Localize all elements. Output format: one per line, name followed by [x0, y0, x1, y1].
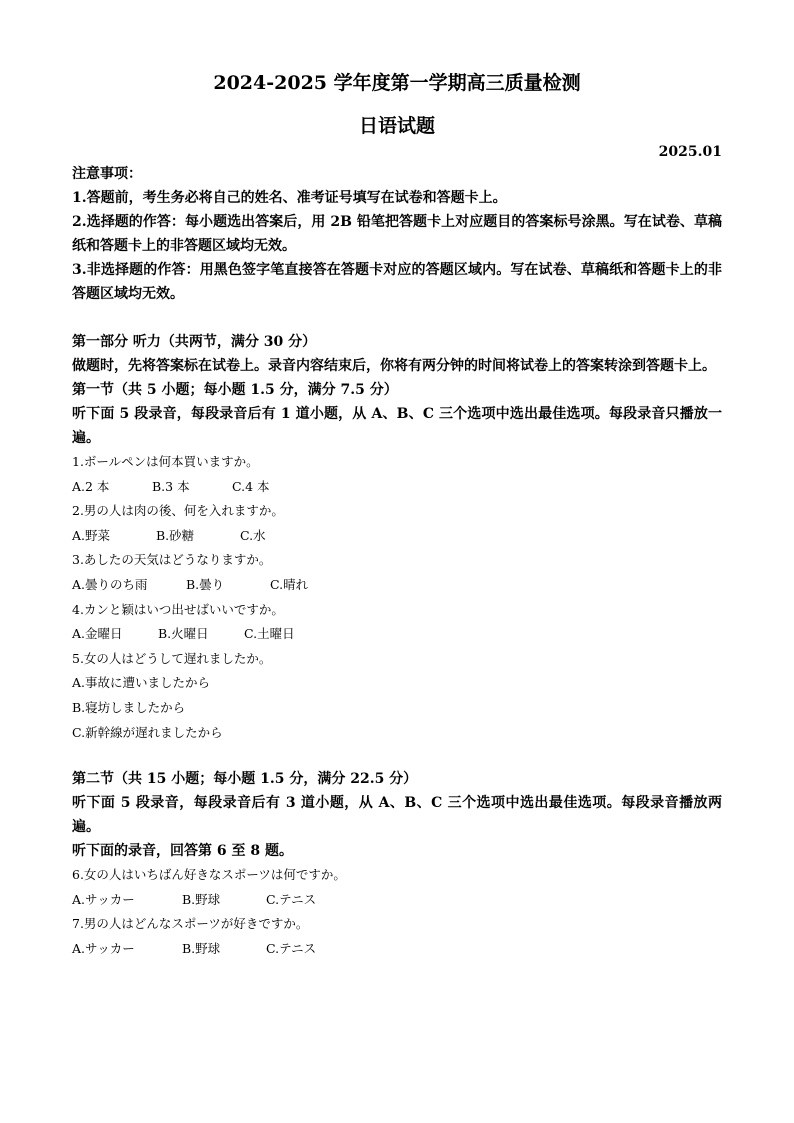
question-5: 5.女の人はどうして遅れましたか。 [72, 650, 272, 666]
option-b: B.曇り [186, 576, 225, 592]
part1-heading: 第一部分 听力（共两节，满分 30 分） [72, 334, 317, 350]
notice-item-1: 1.答题前，考生务必将自己的姓名、准考证号填写在试卷和答题卡上。 [72, 190, 507, 206]
question-4: 4.カンと颖はいつ出せばいいですか。 [72, 601, 284, 617]
section2-instruction: 听下面 5 段录音，每段录音后有 3 道小题，从 A、B、C 三个选项中选出最佳选项。每段录音播放两遍。 [72, 795, 722, 836]
question-5-option-b: B.寝坊しましたから [72, 699, 186, 715]
question-3: 3.あしたの天気はどうなりますか。 [72, 552, 272, 568]
option-b: B.野球 [182, 940, 221, 956]
group-heading: 听下面的录音，回答第 6 至 8 题。 [72, 843, 293, 860]
option-b: B.火曜日 [158, 626, 209, 642]
option-c: C.テニス [266, 940, 317, 956]
question-2-options [72, 524, 722, 549]
spacer [72, 306, 722, 330]
exam-subject: 日语试题 [358, 115, 435, 137]
question-3-options [72, 573, 722, 598]
question-6: 6.女の人はいちばん好きなスポーツは何ですか。 [72, 867, 346, 883]
question-2: 2.男の人は肉の後、何を入れますか。 [72, 503, 284, 519]
option-c: C.水 [240, 527, 266, 543]
option-c: C.テニス [266, 891, 317, 907]
exam-page [72, 70, 722, 962]
exam-title: 2024-2025 学年度第一学期高三质量检测 [213, 72, 581, 94]
section1-heading: 第一节（共 5 小题；每小题 1.5 分，满分 7.5 分） [72, 382, 398, 398]
option-a: A.2 本 [72, 478, 110, 494]
question-1-options [72, 475, 722, 500]
question-7: 7.男の人はどんなスポーツが好きですか。 [72, 916, 309, 932]
option-a: A.金曜日 [72, 626, 123, 642]
notice-item-2: 2.选择题的作答：每小题选出答案后，用 2B 铅笔把答题卡上对应题目的答案标号涂黑。写在试卷、草稿纸和答题卡上的非答题区域均无效。 [72, 214, 722, 254]
question-5-option-c: C.新幹線が遅れましたから [72, 724, 223, 740]
option-a: A.野菜 [72, 527, 111, 543]
option-a: A.曇りのち雨 [72, 576, 148, 592]
option-b: B.野球 [182, 891, 221, 907]
option-a: A.サッカー [72, 940, 135, 956]
spacer [72, 745, 722, 767]
option-c: C.晴れ [270, 576, 309, 592]
exam-date: 2025.01 [658, 144, 722, 160]
option-b: B.3 本 [152, 478, 190, 494]
question-7-options [72, 937, 722, 962]
notice-heading: 注意事项： [72, 166, 142, 182]
option-a: A.サッカー [72, 891, 135, 907]
part1-intro: 做题时，先将答案标在试卷上。录音内容结束后，你将有两分钟的时间将试卷上的答案转涂到答题卡上。 [72, 358, 716, 374]
option-b: B.砂糖 [156, 527, 195, 543]
section1-instruction: 听下面 5 段录音，每段录音后有 1 道小题，从 A、B、C 三个选项中选出最佳选项。每段录音只播放一遍。 [72, 406, 722, 446]
section2-heading: 第二节（共 15 小题；每小题 1.5 分，满分 22.5 分） [72, 771, 418, 788]
question-5-option-a: A.事故に遭いましたから [72, 675, 211, 691]
option-c: C.土曜日 [244, 626, 295, 642]
option-c: C.4 本 [232, 478, 270, 494]
question-6-options [72, 888, 722, 913]
question-4-options [72, 622, 722, 647]
notice-item-3: 3.非选择题的作答：用黑色签字笔直接答在答题卡对应的答题区域内。写在试卷、草稿纸和答题卡上的非答题区域均无效。 [72, 262, 722, 302]
question-1: 1.ボールペンは何本買いますか。 [72, 454, 259, 469]
